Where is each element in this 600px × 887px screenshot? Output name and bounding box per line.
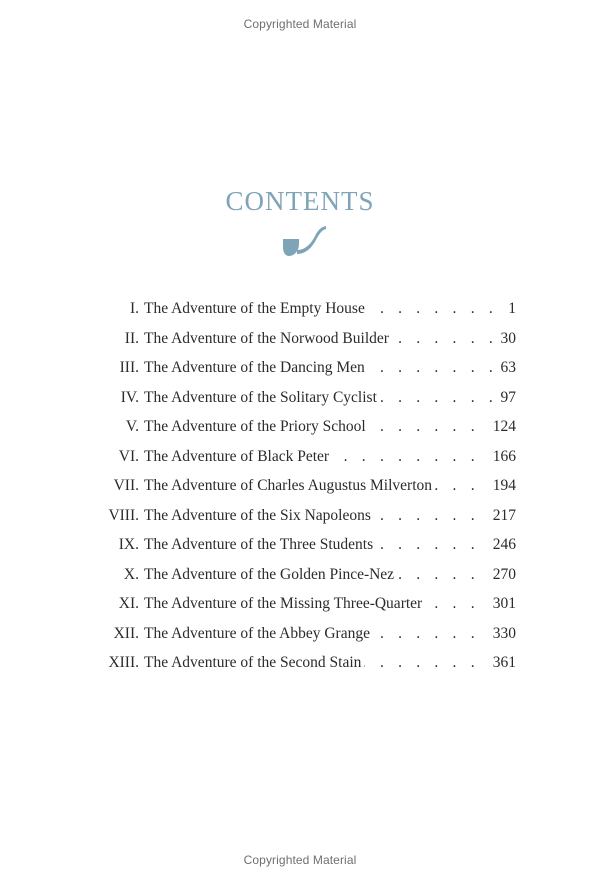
toc-entry-number: IX. [118, 536, 139, 553]
toc-entry-page: 97 [498, 383, 517, 413]
toc-entry-title: The Adventure of the Abbey Grange [144, 619, 373, 649]
toc-entry-page: 194 [490, 471, 516, 501]
toc-entry-title: The Adventure of the Golden Pince-Nez [144, 560, 397, 590]
toc-entry-number: I. [129, 300, 139, 317]
table-of-contents [100, 294, 516, 678]
toc-entry [100, 383, 516, 413]
dot-leader: . . . . . . . [379, 359, 498, 376]
toc-entry-title: The Adventure of the Second Stain [144, 648, 364, 678]
toc-entry-number: XII. [113, 624, 139, 642]
toc-entry [100, 501, 516, 531]
dot-leader: . . . [434, 477, 480, 494]
toc-entry-title: The Adventure of the Norwood Builder [144, 324, 392, 354]
toc-entry-title: The Adventure of the Dancing Men [144, 353, 368, 383]
dot-leader: . . . . . . . . [343, 447, 480, 465]
toc-entry-number: VII. [113, 477, 139, 494]
toc-entry [100, 530, 516, 560]
toc-entry [100, 619, 516, 649]
toc-entry-page: 1 [505, 294, 516, 324]
toc-entry-page: 166 [490, 442, 516, 472]
dot-leader: . . . . . [398, 565, 480, 583]
toc-entry-page: 301 [490, 589, 516, 619]
toc-entry-number: VIII. [108, 506, 139, 524]
toc-entry-number: V. [125, 418, 139, 435]
toc-entry [100, 442, 516, 472]
toc-entry [100, 648, 516, 678]
toc-entry-page: 124 [490, 412, 516, 442]
dot-leader: . . . . . . . [379, 388, 498, 406]
dot-leader: . . . [434, 595, 480, 612]
toc-entry-page: 217 [490, 501, 516, 531]
toc-entry-title: The Adventure of Charles Augustus Milverton [144, 471, 435, 501]
copyright-watermark-bottom: Copyrighted Material [243, 853, 357, 867]
toc-entry-number: XI. [118, 595, 139, 612]
toc-entry-page: 270 [490, 560, 516, 590]
toc-entry [100, 294, 516, 324]
toc-entry [100, 324, 516, 354]
toc-entry-title: The Adventure of the Three Students [144, 530, 376, 560]
toc-entry-title: The Adventure of the Empty House [144, 294, 368, 324]
toc-entry-page: 246 [490, 530, 516, 560]
dot-leader: . . . . . . [379, 624, 480, 642]
toc-entry-number: VI. [118, 447, 139, 465]
toc-entry-title: The Adventure of the Missing Three-Quarter [144, 589, 425, 619]
toc-entry-title: The Adventure of the Six Napoleons [144, 501, 374, 531]
dot-leader: . . . . . . [379, 536, 480, 553]
toc-entry-number: IV. [120, 388, 139, 406]
pipe-icon [280, 224, 328, 260]
toc-entry-page: 30 [498, 324, 517, 354]
dot-leader: . . . . . . [379, 418, 480, 435]
toc-entry [100, 353, 516, 383]
toc-entry-title: The Adventure of the Solitary Cyclist [144, 383, 380, 413]
dot-leader: . . . . . . . [379, 300, 498, 317]
toc-entry [100, 471, 516, 501]
toc-entry-title: The Adventure of the Priory School [144, 412, 369, 442]
copyright-watermark-top: Copyrighted Material [243, 17, 357, 31]
dot-leader: . . . . . . . [361, 654, 480, 671]
toc-entry-title: The Adventure of Black Peter [144, 442, 332, 472]
dot-leader: . . . . . . [398, 329, 498, 347]
toc-entry-number: III. [119, 359, 139, 376]
toc-entry [100, 412, 516, 442]
toc-entry-page: 361 [490, 648, 516, 678]
toc-entry-page: 63 [498, 353, 517, 383]
contents-heading: CONTENTS [225, 186, 375, 216]
toc-entry [100, 589, 516, 619]
dot-leader: . . . . . . [379, 506, 480, 524]
toc-entry-page: 330 [490, 619, 516, 649]
toc-entry-number: XIII. [108, 654, 139, 671]
toc-entry-number: X. [123, 565, 139, 583]
toc-entry [100, 560, 516, 590]
toc-entry-number: II. [124, 329, 139, 347]
